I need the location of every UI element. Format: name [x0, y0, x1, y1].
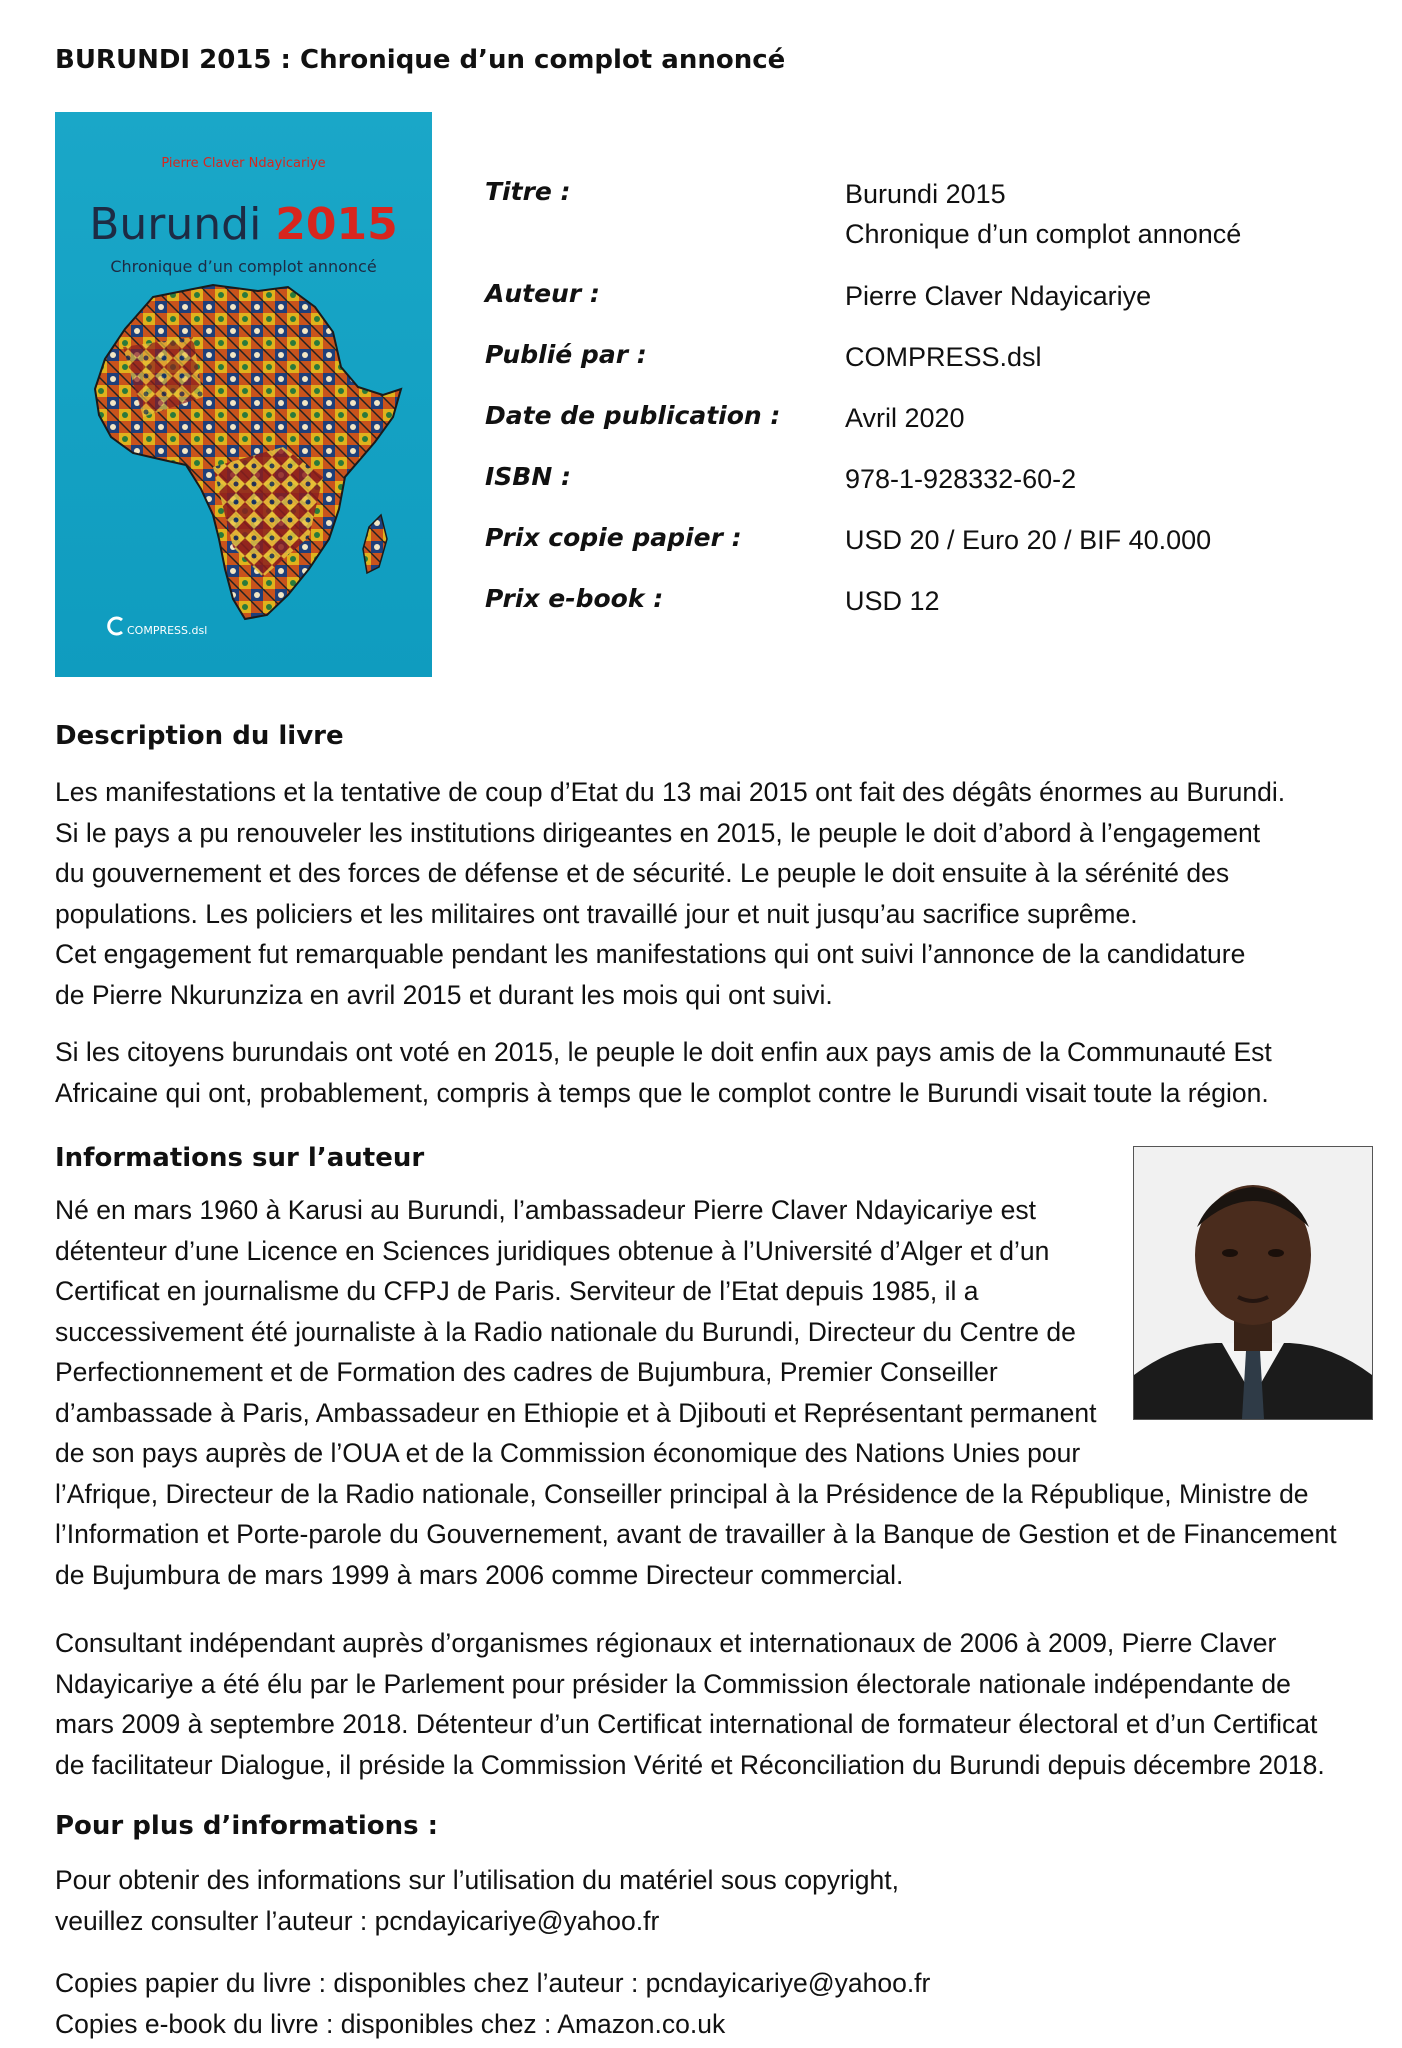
author-info-paragraph: [55, 1623, 1325, 1785]
text-line: successivement été journaliste à la Radio nationale du Burundi, Directeur du Centre de: [55, 1316, 1076, 1347]
metadata-row-publisher: [485, 333, 1365, 394]
text-line: de Bujumbura de mars 1999 à mars 2006 comme Directeur commercial.: [55, 1559, 904, 1590]
metadata-row-isbn: [485, 455, 1365, 516]
text-line: détenteur d’une Licence en Sciences juridiques obtenue à l’Université d’Alger et d’un: [55, 1235, 1050, 1266]
metadata-label: Prix copie papier :: [485, 523, 742, 552]
text-line: Perfectionnement et de Formation des cadres de Bujumbura, Premier Conseiller: [55, 1357, 998, 1387]
publisher-logo-icon: [107, 616, 127, 636]
text-line: Si les citoyens burundais ont voté en 2015, le peuple le doit enfin aux pays amis de la Communauté Est: [55, 1037, 1272, 1067]
text-line: de son pays auprès de l’OUA et de la Commission économique des Nations Unies pour: [55, 1438, 1081, 1468]
more-info-paragraph: [55, 1963, 930, 2044]
metadata-label: Auteur :: [485, 279, 600, 308]
description-paragraph: [55, 772, 1285, 1015]
metadata-row-title: [485, 170, 1365, 272]
text-line: Africaine qui ont, probablement, compris à temps que le complot contre le Burundi visait toute la région.: [55, 1077, 1269, 1108]
metadata-value: COMPRESS.dsl: [845, 342, 1042, 372]
description-paragraph: [55, 1032, 1272, 1113]
text-line: Ndayicariye a été élu par le Parlement pour présider la Commission électorale nationale indépendante de: [55, 1668, 1291, 1699]
metadata-value: [845, 174, 1241, 254]
metadata-row-author: [485, 272, 1365, 333]
text-line: l’Information et Porte-parole du Gouvernement, avant de travailler à la Banque de Gestion et de Financement: [55, 1519, 1337, 1549]
text-line: Copies papier du livre : disponibles chez l’auteur : pcndayicariye@yahoo.fr: [55, 1968, 931, 1998]
metadata-row-date: [485, 394, 1365, 455]
metadata-value: Avril 2020: [845, 403, 965, 433]
metadata-value-line: Burundi 2015: [845, 179, 1006, 209]
text-line: de facilitateur Dialogue, il préside la Commission Vérité et Réconciliation du Burundi depuis décembre 2018.: [55, 1749, 1325, 1780]
cover-title-main: Burundi: [89, 199, 276, 250]
author-info-heading: Informations sur l’auteur: [55, 1143, 425, 1173]
book-metadata: [485, 170, 1365, 638]
cover-publisher: COMPRESS.dsl: [127, 624, 208, 637]
text-line: de Pierre Nkurunziza en avril 2015 et durant les mois qui ont suivi.: [55, 979, 833, 1010]
africa-map-illustration: [83, 277, 413, 637]
metadata-value-line: Chronique d’un complot annoncé: [845, 219, 1242, 249]
text-line: du gouvernement et des forces de défense et de sécurité. Le peuple le doit ensuite à la sérénité des: [55, 858, 1230, 888]
metadata-label: Titre :: [485, 177, 571, 206]
text-line: Certificat en journalisme du CFPJ de Paris. Serviteur de l’Etat depuis 1985, il a: [55, 1276, 979, 1306]
metadata-label: Prix e-book :: [485, 584, 664, 613]
text-line: veuillez consulter l’auteur : pcndayicariye@yahoo.fr: [55, 1905, 660, 1936]
document-title: BURUNDI 2015 : Chronique d’un complot annoncé: [55, 45, 786, 75]
text-line: Consultant indépendant auprès d’organismes régionaux et internationaux de 2006 à 2009, Pierre Claver: [55, 1628, 1277, 1658]
text-line: Pour obtenir des informations sur l’utilisation du matériel sous copyright,: [55, 1865, 899, 1895]
more-info-paragraph: [55, 1860, 899, 1941]
text-line: Copies e-book du livre : disponibles chez : Amazon.co.uk: [55, 2008, 726, 2039]
metadata-row-paper-price: [485, 516, 1365, 577]
metadata-label: Publié par :: [485, 340, 647, 369]
text-line: d’ambassade à Paris, Ambassadeur en Ethiopie et à Djibouti et Représentant permanent: [55, 1397, 1097, 1428]
metadata-label: ISBN :: [485, 462, 571, 491]
text-line: Les manifestations et la tentative de coup d’Etat du 13 mai 2015 ont fait des dégâts énormes au Burundi.: [55, 777, 1286, 807]
text-line: l’Afrique, Directeur de la Radio nationale, Conseiller principal à la Présidence de la République, Ministre de: [55, 1478, 1309, 1509]
metadata-value: USD 20 / Euro 20 / BIF 40.000: [845, 525, 1212, 555]
cover-title-year: 2015: [275, 199, 398, 250]
more-info-heading: Pour plus d’informations :: [55, 1811, 439, 1841]
description-heading: Description du livre: [55, 721, 344, 751]
text-line: Si le pays a pu renouveler les institutions dirigeantes en 2015, le peuple le doit d’abord à l’engagement: [55, 817, 1261, 848]
metadata-value: Pierre Claver Ndayicariye: [845, 281, 1152, 311]
author-info-paragraph: [55, 1190, 1337, 1595]
text-line: Né en mars 1960 à Karusi au Burundi, l’ambassadeur Pierre Claver Ndayicariye est: [55, 1195, 1036, 1225]
text-line: populations. Les policiers et les militaires ont travaillé jour et nuit jusqu’au sacrifice suprême.: [55, 898, 1138, 929]
metadata-value: 978-1-928332-60-2: [845, 464, 1077, 494]
text-line: mars 2009 à septembre 2018. Détenteur d’un Certificat international de formateur électoral et d’un Certificat: [55, 1709, 1318, 1739]
metadata-label: Date de publication :: [485, 401, 781, 430]
cover-author: Pierre Claver Ndayicariye: [161, 156, 326, 171]
metadata-row-ebook-price: [485, 577, 1365, 638]
book-cover-image: [55, 112, 432, 677]
cover-subtitle: Chronique d’un complot annoncé: [110, 257, 377, 276]
cover-title: [55, 200, 432, 250]
text-line: Cet engagement fut remarquable pendant les manifestations qui ont suivi l’annonce de la candidature: [55, 939, 1246, 969]
metadata-value: USD 12: [845, 586, 940, 616]
